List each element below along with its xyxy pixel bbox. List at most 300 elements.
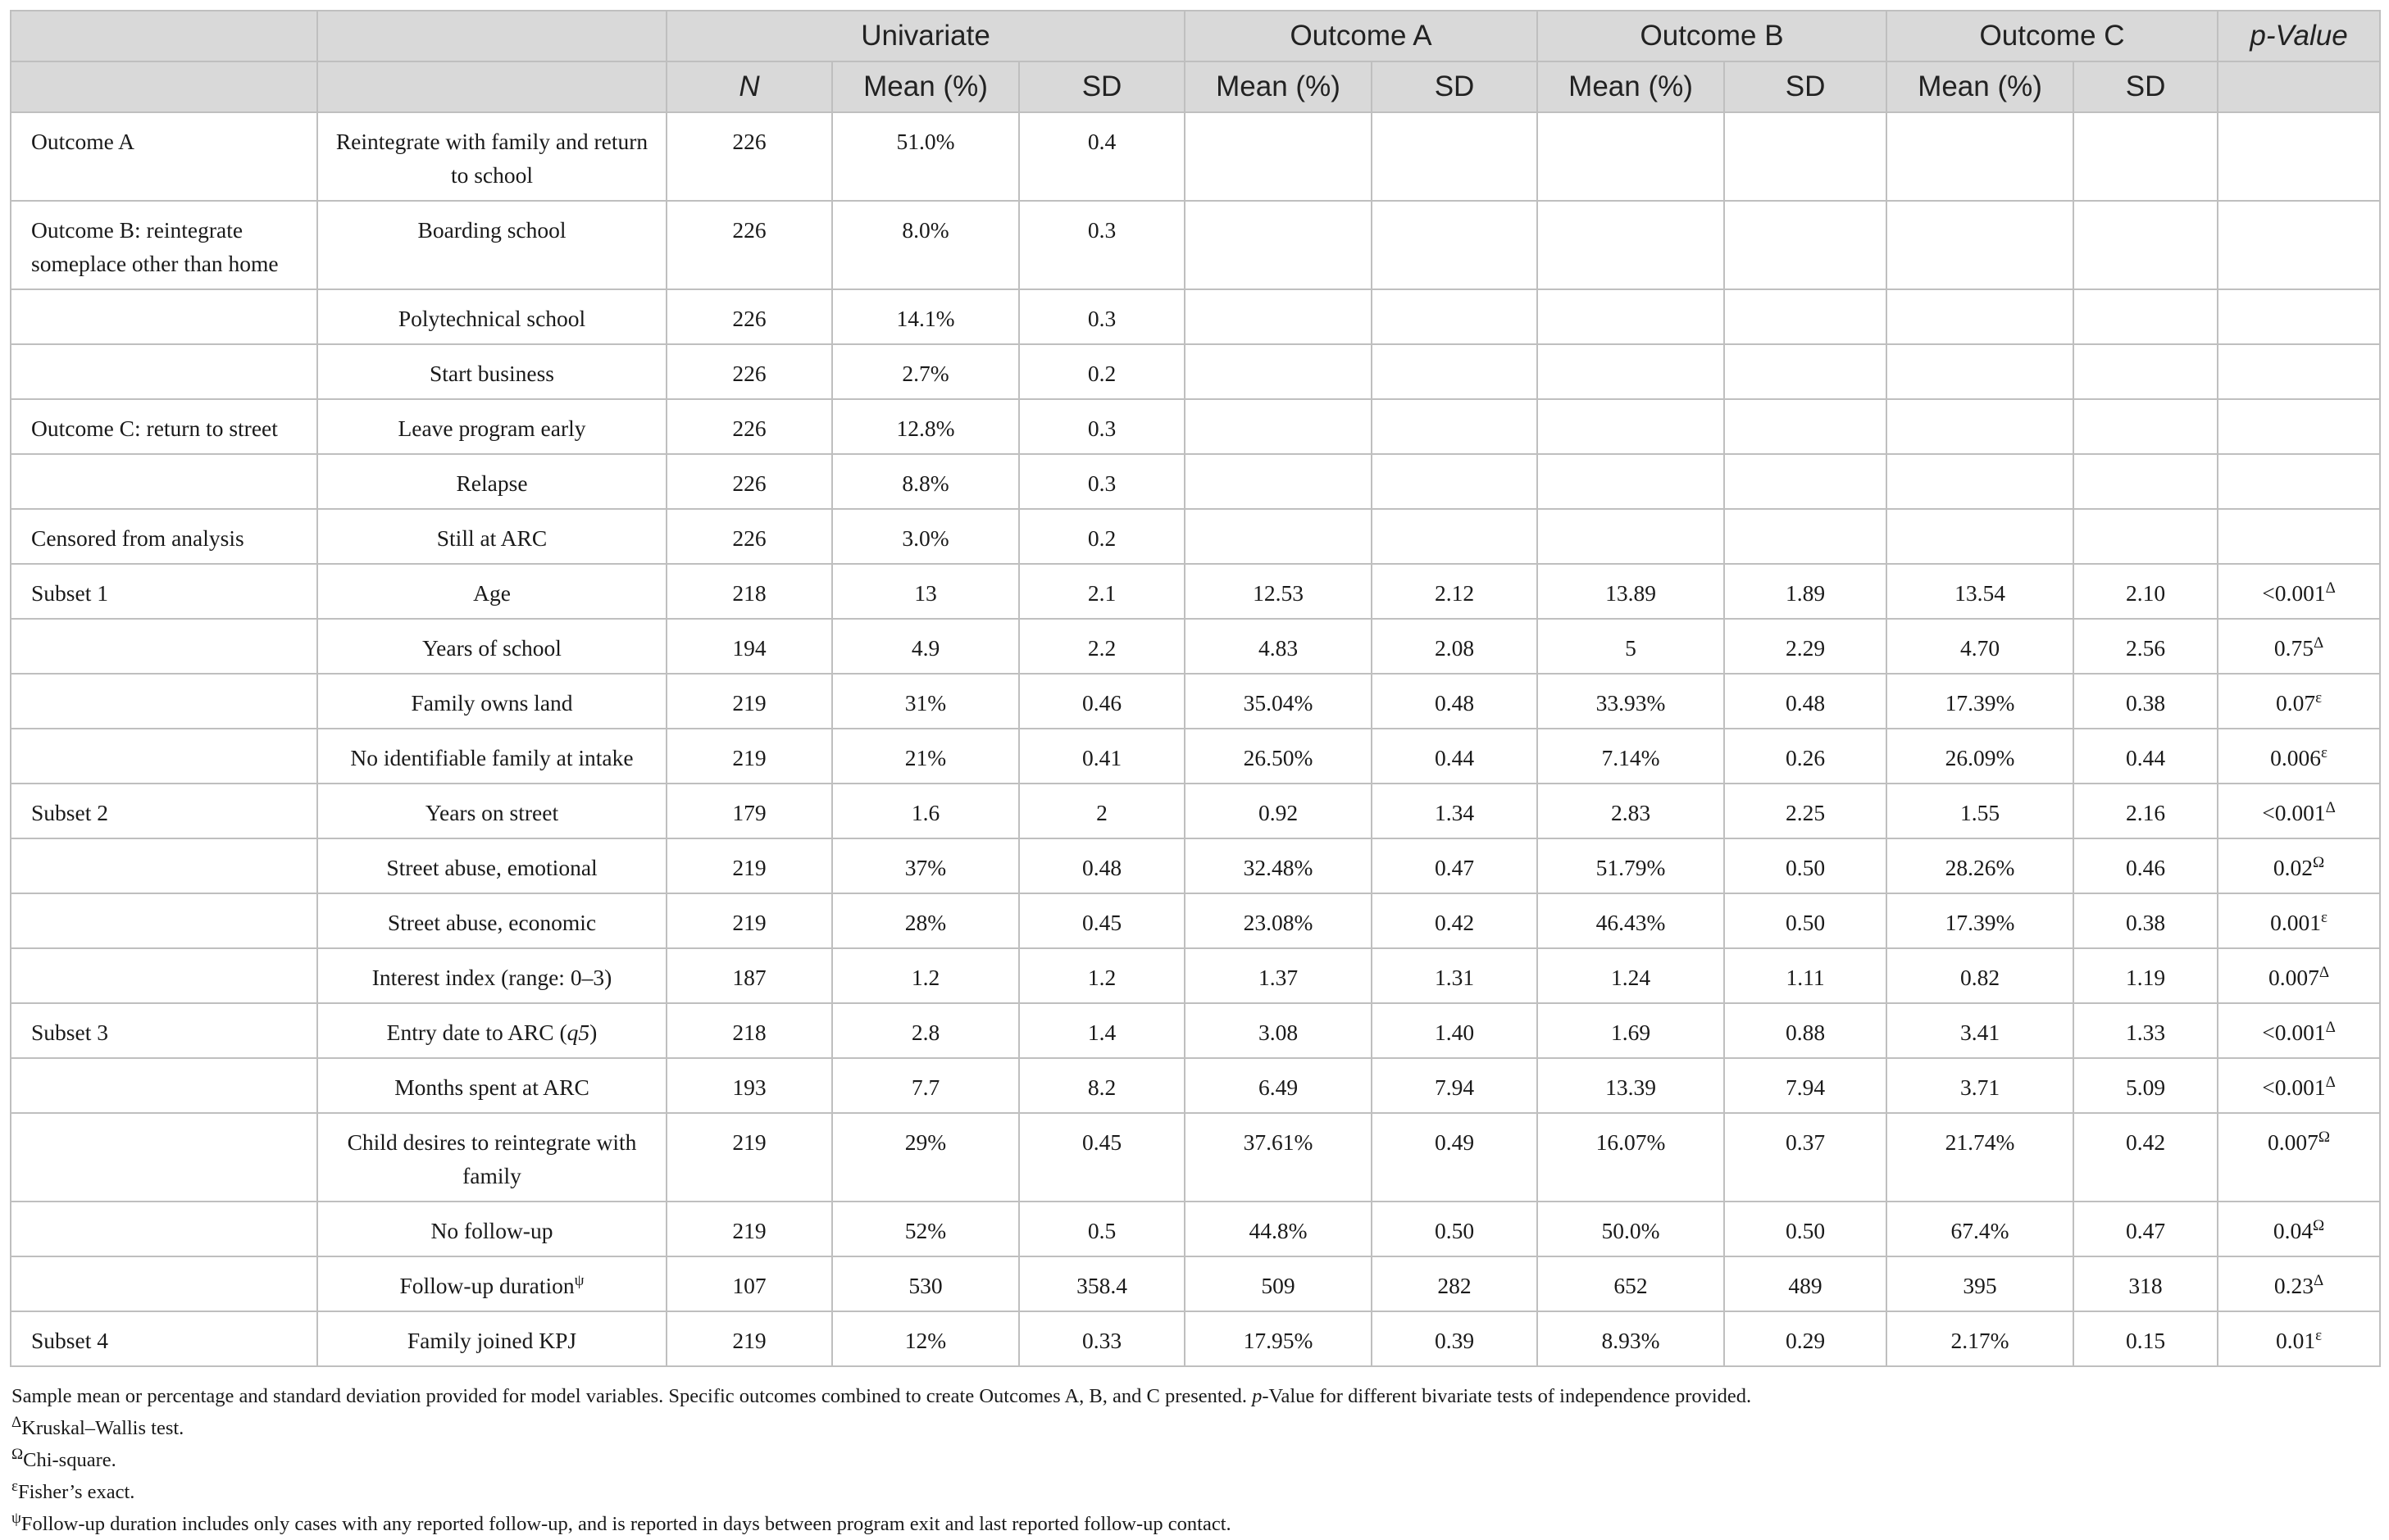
variable-cell bbox=[317, 784, 667, 838]
table-row bbox=[11, 201, 2380, 289]
subheader-univariate-mean: Mean (%) bbox=[832, 61, 1019, 112]
footnote-kruskal bbox=[11, 1412, 2379, 1444]
table-row bbox=[11, 564, 2380, 619]
n-cell: 193 bbox=[667, 1058, 832, 1113]
outcome-b-mean-cell: 1.24 bbox=[1537, 948, 1724, 1003]
table-row bbox=[11, 838, 2380, 893]
variable-cell bbox=[317, 948, 667, 1003]
mean-cell: 1.6 bbox=[832, 784, 1019, 838]
group-cell bbox=[11, 1256, 317, 1311]
outcome-a-mean-cell: 12.53 bbox=[1185, 564, 1372, 619]
test-symbol: Δ bbox=[2325, 579, 2336, 597]
outcome-c-sd-cell: 2.16 bbox=[2073, 784, 2218, 838]
mean-cell: 7.7 bbox=[832, 1058, 1019, 1113]
outcome-b-sd-cell: 0.37 bbox=[1724, 1113, 1886, 1202]
outcome-a-mean-cell: 37.61% bbox=[1185, 1113, 1372, 1202]
outcome-c-sd-cell: 1.19 bbox=[2073, 948, 2218, 1003]
subheader-a-mean: Mean (%) bbox=[1185, 61, 1372, 112]
outcome-b-mean-cell bbox=[1537, 509, 1724, 564]
variable-cell bbox=[317, 564, 667, 619]
table-row bbox=[11, 948, 2380, 1003]
p-value-cell bbox=[2218, 1202, 2380, 1256]
outcome-c-mean-cell: 28.26% bbox=[1886, 838, 2073, 893]
mean-cell: 4.9 bbox=[832, 619, 1019, 674]
group-cell: Subset 2 bbox=[11, 784, 317, 838]
outcome-a-mean-cell bbox=[1185, 112, 1372, 201]
p-value-text: 0.001 bbox=[2270, 910, 2321, 935]
outcome-c-sd-cell: 0.38 bbox=[2073, 893, 2218, 948]
outcome-a-sd-cell: 0.50 bbox=[1372, 1202, 1537, 1256]
outcome-b-mean-cell: 50.0% bbox=[1537, 1202, 1724, 1256]
outcome-a-sd-cell bbox=[1372, 289, 1537, 344]
outcome-c-sd-cell bbox=[2073, 201, 2218, 289]
variable-text: Reintegrate with family and return to school bbox=[335, 129, 648, 188]
outcome-c-sd-cell: 2.56 bbox=[2073, 619, 2218, 674]
header-group-blank bbox=[11, 11, 317, 61]
table-row bbox=[11, 1311, 2380, 1366]
outcome-c-sd-cell: 0.46 bbox=[2073, 838, 2218, 893]
variable-text: Years on street bbox=[425, 800, 559, 825]
outcome-c-mean-cell bbox=[1886, 399, 2073, 454]
variable-cell bbox=[317, 674, 667, 729]
footnote-symbol: Δ bbox=[11, 1413, 22, 1431]
outcome-c-mean-cell: 3.71 bbox=[1886, 1058, 2073, 1113]
outcome-b-sd-cell: 2.25 bbox=[1724, 784, 1886, 838]
test-symbol: Δ bbox=[2325, 798, 2336, 816]
header-outcome-a: Outcome A bbox=[1185, 11, 1537, 61]
sd-cell: 0.2 bbox=[1019, 509, 1185, 564]
outcome-c-mean-cell: 17.39% bbox=[1886, 893, 2073, 948]
sd-cell: 2.2 bbox=[1019, 619, 1185, 674]
outcome-c-sd-cell bbox=[2073, 344, 2218, 399]
header-outcome-c: Outcome C bbox=[1886, 11, 2218, 61]
outcome-b-sd-cell: 0.50 bbox=[1724, 893, 1886, 948]
variable-cell bbox=[317, 289, 667, 344]
outcome-b-sd-cell bbox=[1724, 201, 1886, 289]
outcome-c-sd-cell bbox=[2073, 454, 2218, 509]
outcome-c-mean-cell: 0.82 bbox=[1886, 948, 2073, 1003]
p-value-cell bbox=[2218, 729, 2380, 784]
outcome-a-sd-cell: 0.48 bbox=[1372, 674, 1537, 729]
variable-text: Years of school bbox=[422, 635, 562, 661]
variable-text: Start business bbox=[429, 361, 554, 386]
group-cell bbox=[11, 619, 317, 674]
mean-cell: 8.0% bbox=[832, 201, 1019, 289]
subheader-a-sd: SD bbox=[1372, 61, 1537, 112]
variable-text: Family owns land bbox=[411, 690, 573, 715]
outcome-c-sd-cell: 0.42 bbox=[2073, 1113, 2218, 1202]
n-cell: 226 bbox=[667, 201, 832, 289]
outcome-a-mean-cell bbox=[1185, 509, 1372, 564]
mean-cell: 31% bbox=[832, 674, 1019, 729]
p-value-text: <0.001 bbox=[2262, 1074, 2326, 1100]
table-row bbox=[11, 674, 2380, 729]
variable-cell bbox=[317, 838, 667, 893]
outcome-b-mean-cell bbox=[1537, 454, 1724, 509]
p-value-cell bbox=[2218, 564, 2380, 619]
p-value-cell bbox=[2218, 1256, 2380, 1311]
outcome-c-mean-cell: 4.70 bbox=[1886, 619, 2073, 674]
p-value-cell bbox=[2218, 674, 2380, 729]
p-value-cell bbox=[2218, 893, 2380, 948]
p-value-cell bbox=[2218, 838, 2380, 893]
outcome-c-mean-cell: 67.4% bbox=[1886, 1202, 2073, 1256]
variable-cell bbox=[317, 112, 667, 201]
outcome-c-mean-cell: 2.17% bbox=[1886, 1311, 2073, 1366]
test-symbol: Δ bbox=[2325, 1073, 2336, 1091]
variable-cell bbox=[317, 454, 667, 509]
test-symbol: ε bbox=[2320, 908, 2328, 926]
outcome-a-mean-cell bbox=[1185, 289, 1372, 344]
test-symbol: Δ bbox=[2325, 1018, 2336, 1036]
p-value-text: 0.02 bbox=[2273, 855, 2314, 880]
table-row bbox=[11, 1058, 2380, 1113]
outcome-b-sd-cell: 0.50 bbox=[1724, 838, 1886, 893]
outcome-a-sd-cell bbox=[1372, 112, 1537, 201]
results-table bbox=[10, 10, 2381, 1367]
outcome-a-sd-cell: 0.44 bbox=[1372, 729, 1537, 784]
outcome-c-mean-cell bbox=[1886, 201, 2073, 289]
table-body bbox=[11, 112, 2380, 1366]
header-outcome-b: Outcome B bbox=[1537, 11, 1886, 61]
outcome-a-sd-cell bbox=[1372, 509, 1537, 564]
variable-cell bbox=[317, 893, 667, 948]
variable-text: Street abuse, emotional bbox=[386, 855, 598, 880]
variable-text: No identifiable family at intake bbox=[350, 745, 634, 770]
sd-cell: 2 bbox=[1019, 784, 1185, 838]
outcome-a-mean-cell: 6.49 bbox=[1185, 1058, 1372, 1113]
header-p-letter: p bbox=[2250, 20, 2266, 52]
group-cell: Censored from analysis bbox=[11, 509, 317, 564]
table-row bbox=[11, 509, 2380, 564]
mean-cell: 8.8% bbox=[832, 454, 1019, 509]
outcome-b-sd-cell: 0.26 bbox=[1724, 729, 1886, 784]
outcome-c-sd-cell bbox=[2073, 509, 2218, 564]
footnote-main-p: p bbox=[1252, 1385, 1263, 1407]
test-symbol: Ω bbox=[2313, 853, 2325, 871]
outcome-c-mean-cell bbox=[1886, 454, 2073, 509]
group-cell bbox=[11, 344, 317, 399]
subheader-n: N bbox=[667, 61, 832, 112]
subheader-c-mean: Mean (%) bbox=[1886, 61, 2073, 112]
table-row bbox=[11, 112, 2380, 201]
sd-cell: 2.1 bbox=[1019, 564, 1185, 619]
sd-cell: 0.41 bbox=[1019, 729, 1185, 784]
group-cell bbox=[11, 1058, 317, 1113]
outcome-c-mean-cell bbox=[1886, 112, 2073, 201]
sd-cell: 0.2 bbox=[1019, 344, 1185, 399]
p-value-cell bbox=[2218, 948, 2380, 1003]
sd-cell: 0.3 bbox=[1019, 454, 1185, 509]
outcome-b-sd-cell: 7.94 bbox=[1724, 1058, 1886, 1113]
p-value-cell bbox=[2218, 1311, 2380, 1366]
variable-text: Boarding school bbox=[417, 217, 567, 243]
variable-italic: q5 bbox=[567, 1020, 590, 1045]
group-cell bbox=[11, 674, 317, 729]
mean-cell: 51.0% bbox=[832, 112, 1019, 201]
outcome-b-mean-cell: 51.79% bbox=[1537, 838, 1724, 893]
variable-cell bbox=[317, 1256, 667, 1311]
p-value-cell bbox=[2218, 1058, 2380, 1113]
sd-cell: 8.2 bbox=[1019, 1058, 1185, 1113]
table-container bbox=[10, 10, 2379, 1540]
outcome-a-sd-cell: 0.47 bbox=[1372, 838, 1537, 893]
n-cell: 218 bbox=[667, 564, 832, 619]
subheader-univariate-sd: SD bbox=[1019, 61, 1185, 112]
outcome-c-mean-cell: 26.09% bbox=[1886, 729, 2073, 784]
outcome-b-sd-cell bbox=[1724, 112, 1886, 201]
outcome-b-mean-cell bbox=[1537, 289, 1724, 344]
table-row bbox=[11, 784, 2380, 838]
group-cell: Outcome C: return to street bbox=[11, 399, 317, 454]
table-row bbox=[11, 1202, 2380, 1256]
sd-cell: 0.5 bbox=[1019, 1202, 1185, 1256]
group-cell bbox=[11, 1113, 317, 1202]
p-value-cell bbox=[2218, 112, 2380, 201]
variable-end: ) bbox=[589, 1020, 598, 1045]
subheader-blank-1 bbox=[11, 61, 317, 112]
outcome-a-mean-cell: 35.04% bbox=[1185, 674, 1372, 729]
header-variable-blank bbox=[317, 11, 667, 61]
outcome-a-sd-cell: 0.39 bbox=[1372, 1311, 1537, 1366]
n-cell: 219 bbox=[667, 1113, 832, 1202]
p-value-cell bbox=[2218, 509, 2380, 564]
p-value-text: 0.006 bbox=[2270, 745, 2321, 770]
outcome-a-sd-cell: 0.42 bbox=[1372, 893, 1537, 948]
p-value-text: 0.01 bbox=[2275, 1328, 2316, 1353]
outcome-b-mean-cell: 46.43% bbox=[1537, 893, 1724, 948]
mean-cell: 2.8 bbox=[832, 1003, 1019, 1058]
sd-cell: 0.3 bbox=[1019, 201, 1185, 289]
variable-cell bbox=[317, 1311, 667, 1366]
n-cell: 179 bbox=[667, 784, 832, 838]
outcome-c-sd-cell bbox=[2073, 289, 2218, 344]
subheader-blank-2 bbox=[317, 61, 667, 112]
header-univariate: Univariate bbox=[667, 11, 1185, 61]
outcome-a-sd-cell bbox=[1372, 399, 1537, 454]
outcome-b-sd-cell: 1.89 bbox=[1724, 564, 1886, 619]
outcome-a-sd-cell: 0.49 bbox=[1372, 1113, 1537, 1202]
outcome-b-sd-cell: 0.29 bbox=[1724, 1311, 1886, 1366]
sd-cell: 0.4 bbox=[1019, 112, 1185, 201]
outcome-a-sd-cell: 282 bbox=[1372, 1256, 1537, 1311]
variable-cell bbox=[317, 344, 667, 399]
outcome-c-mean-cell bbox=[1886, 344, 2073, 399]
outcome-a-mean-cell bbox=[1185, 399, 1372, 454]
outcome-c-mean-cell: 3.41 bbox=[1886, 1003, 2073, 1058]
table-row bbox=[11, 893, 2380, 948]
outcome-b-sd-cell: 0.88 bbox=[1724, 1003, 1886, 1058]
footnote-symbol: Ω bbox=[11, 1445, 24, 1463]
outcome-b-sd-cell: 489 bbox=[1724, 1256, 1886, 1311]
footnote-fisher bbox=[11, 1476, 2379, 1508]
p-value-cell bbox=[2218, 619, 2380, 674]
variable-text: Street abuse, economic bbox=[387, 910, 597, 935]
mean-cell: 12.8% bbox=[832, 399, 1019, 454]
footnote-text: Kruskal–Wallis test. bbox=[21, 1417, 184, 1439]
variable-cell bbox=[317, 1113, 667, 1202]
p-value-text: 0.04 bbox=[2273, 1218, 2314, 1243]
group-cell: Subset 3 bbox=[11, 1003, 317, 1058]
table-row bbox=[11, 1003, 2380, 1058]
subheader-p-blank bbox=[2218, 61, 2380, 112]
outcome-a-mean-cell bbox=[1185, 454, 1372, 509]
header-row-2 bbox=[11, 61, 2380, 112]
mean-cell: 28% bbox=[832, 893, 1019, 948]
outcome-c-mean-cell: 13.54 bbox=[1886, 564, 2073, 619]
n-cell: 187 bbox=[667, 948, 832, 1003]
footnote-main-text-b: -Value for different bivariate tests of independence provided. bbox=[1262, 1385, 1752, 1407]
outcome-b-mean-cell: 13.89 bbox=[1537, 564, 1724, 619]
mean-cell: 14.1% bbox=[832, 289, 1019, 344]
header-p-value bbox=[2218, 11, 2380, 61]
p-value-cell bbox=[2218, 289, 2380, 344]
p-value-cell bbox=[2218, 784, 2380, 838]
group-cell: Outcome A bbox=[11, 112, 317, 201]
footnote-symbol: ε bbox=[11, 1477, 18, 1495]
outcome-b-mean-cell bbox=[1537, 201, 1724, 289]
table-row bbox=[11, 1113, 2380, 1202]
p-value-text: <0.001 bbox=[2262, 800, 2326, 825]
table-row bbox=[11, 619, 2380, 674]
outcome-b-sd-cell bbox=[1724, 399, 1886, 454]
variable-text: Still at ARC bbox=[436, 525, 548, 551]
test-symbol: ε bbox=[2315, 1326, 2323, 1344]
test-symbol: Ω bbox=[2318, 1128, 2331, 1146]
variable-cell bbox=[317, 1003, 667, 1058]
outcome-a-mean-cell bbox=[1185, 344, 1372, 399]
mean-cell: 37% bbox=[832, 838, 1019, 893]
mean-cell: 13 bbox=[832, 564, 1019, 619]
variable-text: Follow-up duration bbox=[399, 1273, 575, 1298]
outcome-b-mean-cell: 13.39 bbox=[1537, 1058, 1724, 1113]
test-symbol: ε bbox=[2315, 688, 2323, 706]
group-cell: Outcome B: reintegrate someplace other than home bbox=[11, 201, 317, 289]
n-cell: 218 bbox=[667, 1003, 832, 1058]
variable-text: Child desires to reintegrate with family bbox=[347, 1129, 637, 1188]
test-symbol: Δ bbox=[2314, 1271, 2324, 1289]
sd-cell: 358.4 bbox=[1019, 1256, 1185, 1311]
mean-cell: 21% bbox=[832, 729, 1019, 784]
outcome-a-mean-cell: 1.37 bbox=[1185, 948, 1372, 1003]
outcome-b-sd-cell bbox=[1724, 289, 1886, 344]
outcome-a-sd-cell: 1.31 bbox=[1372, 948, 1537, 1003]
mean-cell: 2.7% bbox=[832, 344, 1019, 399]
n-cell: 107 bbox=[667, 1256, 832, 1311]
outcome-b-mean-cell bbox=[1537, 399, 1724, 454]
outcome-b-mean-cell: 8.93% bbox=[1537, 1311, 1724, 1366]
outcome-a-sd-cell: 2.08 bbox=[1372, 619, 1537, 674]
outcome-b-mean-cell: 1.69 bbox=[1537, 1003, 1724, 1058]
outcome-b-sd-cell: 0.48 bbox=[1724, 674, 1886, 729]
footnotes bbox=[10, 1380, 2379, 1540]
n-cell: 194 bbox=[667, 619, 832, 674]
footnote-main bbox=[11, 1380, 2379, 1412]
subheader-c-sd: SD bbox=[2073, 61, 2218, 112]
outcome-a-mean-cell: 26.50% bbox=[1185, 729, 1372, 784]
table-row bbox=[11, 454, 2380, 509]
variable-text: Interest index (range: 0–3) bbox=[371, 965, 612, 990]
outcome-a-mean-cell: 44.8% bbox=[1185, 1202, 1372, 1256]
footnote-followup bbox=[11, 1508, 2379, 1540]
subheader-b-sd: SD bbox=[1724, 61, 1886, 112]
outcome-c-sd-cell: 2.10 bbox=[2073, 564, 2218, 619]
sd-cell: 0.45 bbox=[1019, 1113, 1185, 1202]
outcome-a-sd-cell bbox=[1372, 454, 1537, 509]
outcome-b-mean-cell: 33.93% bbox=[1537, 674, 1724, 729]
mean-cell: 12% bbox=[832, 1311, 1019, 1366]
test-symbol: Δ bbox=[2318, 963, 2330, 981]
variable-cell bbox=[317, 1058, 667, 1113]
outcome-b-mean-cell: 7.14% bbox=[1537, 729, 1724, 784]
outcome-c-sd-cell: 0.15 bbox=[2073, 1311, 2218, 1366]
n-cell: 226 bbox=[667, 454, 832, 509]
variable-text: Age bbox=[473, 580, 511, 606]
outcome-b-mean-cell: 652 bbox=[1537, 1256, 1724, 1311]
footnote-text: Fisher’s exact. bbox=[17, 1481, 135, 1503]
n-cell: 219 bbox=[667, 729, 832, 784]
p-value-cell bbox=[2218, 344, 2380, 399]
outcome-b-mean-cell bbox=[1537, 112, 1724, 201]
outcome-c-sd-cell: 0.38 bbox=[2073, 674, 2218, 729]
p-value-text: <0.001 bbox=[2262, 580, 2326, 606]
variable-text: Months spent at ARC bbox=[394, 1074, 589, 1100]
outcome-c-sd-cell: 0.44 bbox=[2073, 729, 2218, 784]
footnote-main-text-a: Sample mean or percentage and standard deviation provided for model variables. Specific outcomes combined to create Outcomes A, B, and C presented. bbox=[11, 1385, 1253, 1407]
p-value-cell bbox=[2218, 1003, 2380, 1058]
variable-cell bbox=[317, 399, 667, 454]
outcome-a-mean-cell: 4.83 bbox=[1185, 619, 1372, 674]
outcome-c-mean-cell: 1.55 bbox=[1886, 784, 2073, 838]
n-cell: 219 bbox=[667, 838, 832, 893]
outcome-b-sd-cell bbox=[1724, 454, 1886, 509]
n-cell: 226 bbox=[667, 344, 832, 399]
sd-cell: 1.2 bbox=[1019, 948, 1185, 1003]
outcome-c-mean-cell bbox=[1886, 289, 2073, 344]
outcome-c-sd-cell: 0.47 bbox=[2073, 1202, 2218, 1256]
table-row bbox=[11, 729, 2380, 784]
n-cell: 226 bbox=[667, 509, 832, 564]
group-cell bbox=[11, 729, 317, 784]
variable-cell bbox=[317, 509, 667, 564]
group-cell bbox=[11, 289, 317, 344]
n-cell: 219 bbox=[667, 1311, 832, 1366]
outcome-a-mean-cell bbox=[1185, 201, 1372, 289]
variable-cell bbox=[317, 619, 667, 674]
p-value-cell bbox=[2218, 1113, 2380, 1202]
p-value-text: 0.007 bbox=[2268, 1129, 2318, 1155]
outcome-a-sd-cell: 1.40 bbox=[1372, 1003, 1537, 1058]
p-value-cell bbox=[2218, 454, 2380, 509]
test-symbol: ε bbox=[2320, 743, 2328, 761]
variable-text: Leave program early bbox=[398, 416, 586, 441]
p-value-text: 0.75 bbox=[2273, 635, 2314, 661]
group-cell: Subset 1 bbox=[11, 564, 317, 619]
n-cell: 219 bbox=[667, 1202, 832, 1256]
outcome-a-sd-cell: 7.94 bbox=[1372, 1058, 1537, 1113]
sd-cell: 0.48 bbox=[1019, 838, 1185, 893]
sd-cell: 0.45 bbox=[1019, 893, 1185, 948]
group-cell bbox=[11, 948, 317, 1003]
outcome-b-mean-cell: 2.83 bbox=[1537, 784, 1724, 838]
footnote-text: Chi-square. bbox=[23, 1449, 116, 1471]
outcome-c-sd-cell: 1.33 bbox=[2073, 1003, 2218, 1058]
header-row-1 bbox=[11, 11, 2380, 61]
outcome-a-mean-cell: 23.08% bbox=[1185, 893, 1372, 948]
n-cell: 226 bbox=[667, 289, 832, 344]
mean-cell: 29% bbox=[832, 1113, 1019, 1202]
outcome-a-mean-cell: 17.95% bbox=[1185, 1311, 1372, 1366]
